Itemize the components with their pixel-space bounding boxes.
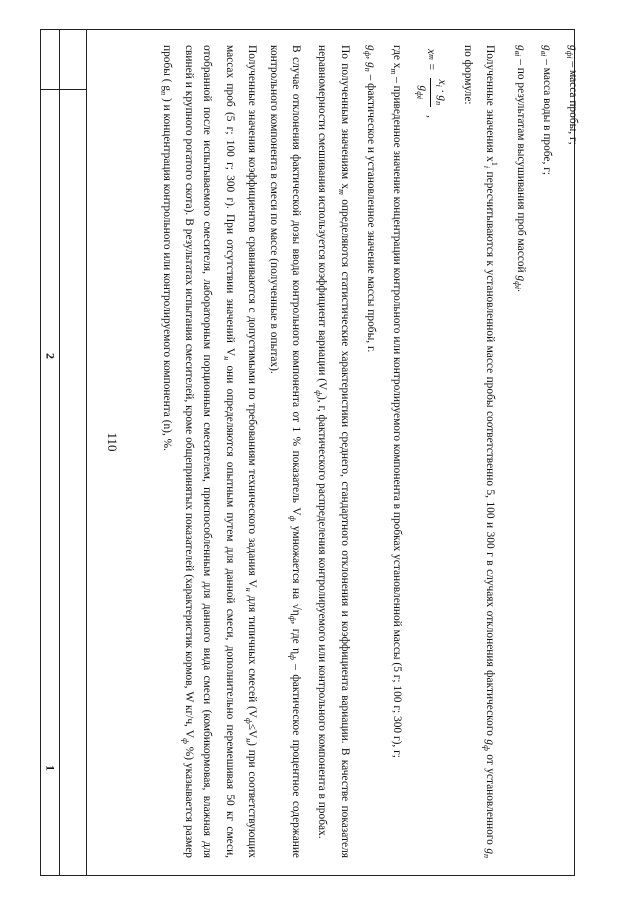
def-water-mass: $g_{вi}$ – масса воды в пробе, г; <box>538 45 553 176</box>
def-sample-mass: $g_{фі}$ – масса пробы, г; <box>565 45 579 145</box>
where-gf-gn: $g_ф$, $g_n$ – фактическое и установленное значение массы пробы, г. <box>362 45 377 353</box>
column-2-content <box>72 37 586 866</box>
stats-paragraph: По полученным значениям $x_m$ определяются статистические характеристики среднего, стандартного отклонения и коэффициента вариации. В качестве показателя неравномерности смешивания используется коэффициент вариации $(V_ф)$, г, фактического распределения контролируемого или контрольного компонента в пробах. <box>314 45 351 858</box>
dose-paragraph: В случае отклонения фактической дозы ввода контрольного компонента от 1 % показатель $V_ф$ умножается на $√\eta_ф$, где $\eta_ф$ – фактическое процентное содержание контрольного компонента в смеси по массе (полученные в опытах). <box>267 45 303 858</box>
recalc-paragraph: Полученные значения $x^1_i$ пересчитываются к установленной массе пробы соответственно 5, 100 и 300 г в случаях отклонения фактического $g_ф$ от установленного $g_n$ по формуле: <box>462 45 500 859</box>
page-number: 110 <box>105 432 120 452</box>
where-xm: где $x_m$ – приведенное значение концентрации контрольного или контролируемого компонента в пробках установленной массы (5 г; 100 г; 300 г), г; <box>388 45 403 758</box>
def-drying: $g_{вi}$ – по результатам высушивания проб массой $g_{фi}$. <box>512 45 527 292</box>
header-column <box>41 30 60 875</box>
column-1-number: 1 <box>43 765 58 771</box>
compare-paragraph: Полученные значения коэффициентов сравниваются с допустимыми по требованиям технического задания $V_н$ для типичных смесей $(V_ф\le V_н)$ при соответствующих массах проб (5 г; 100 г; 300 г). При отсутствии значений $V_н$ они определяются опытным путем для данной смеси, дополнительно перемешивая 50 кг смеси, отобранной после испытываемого смесителя, лабораторным порционным смесителем, приспособленным для данного вида смеси (комбикормовая, влажная для свиней и крупного рогатого скота). В результатах испытания смесителей, кроме общепринятых показателей (характеристик кормов, W кг/ч, $V_ф$ %) указывается размер пробы ( $g_n$ ) и концентрация контрольного или контролируемого компонента (n), %. <box>158 45 258 859</box>
column-2-number: 2 <box>43 353 58 359</box>
normalization-formula: x m = $x_i \cdot g_n$ $g_{фi}$ , <box>414 49 448 118</box>
